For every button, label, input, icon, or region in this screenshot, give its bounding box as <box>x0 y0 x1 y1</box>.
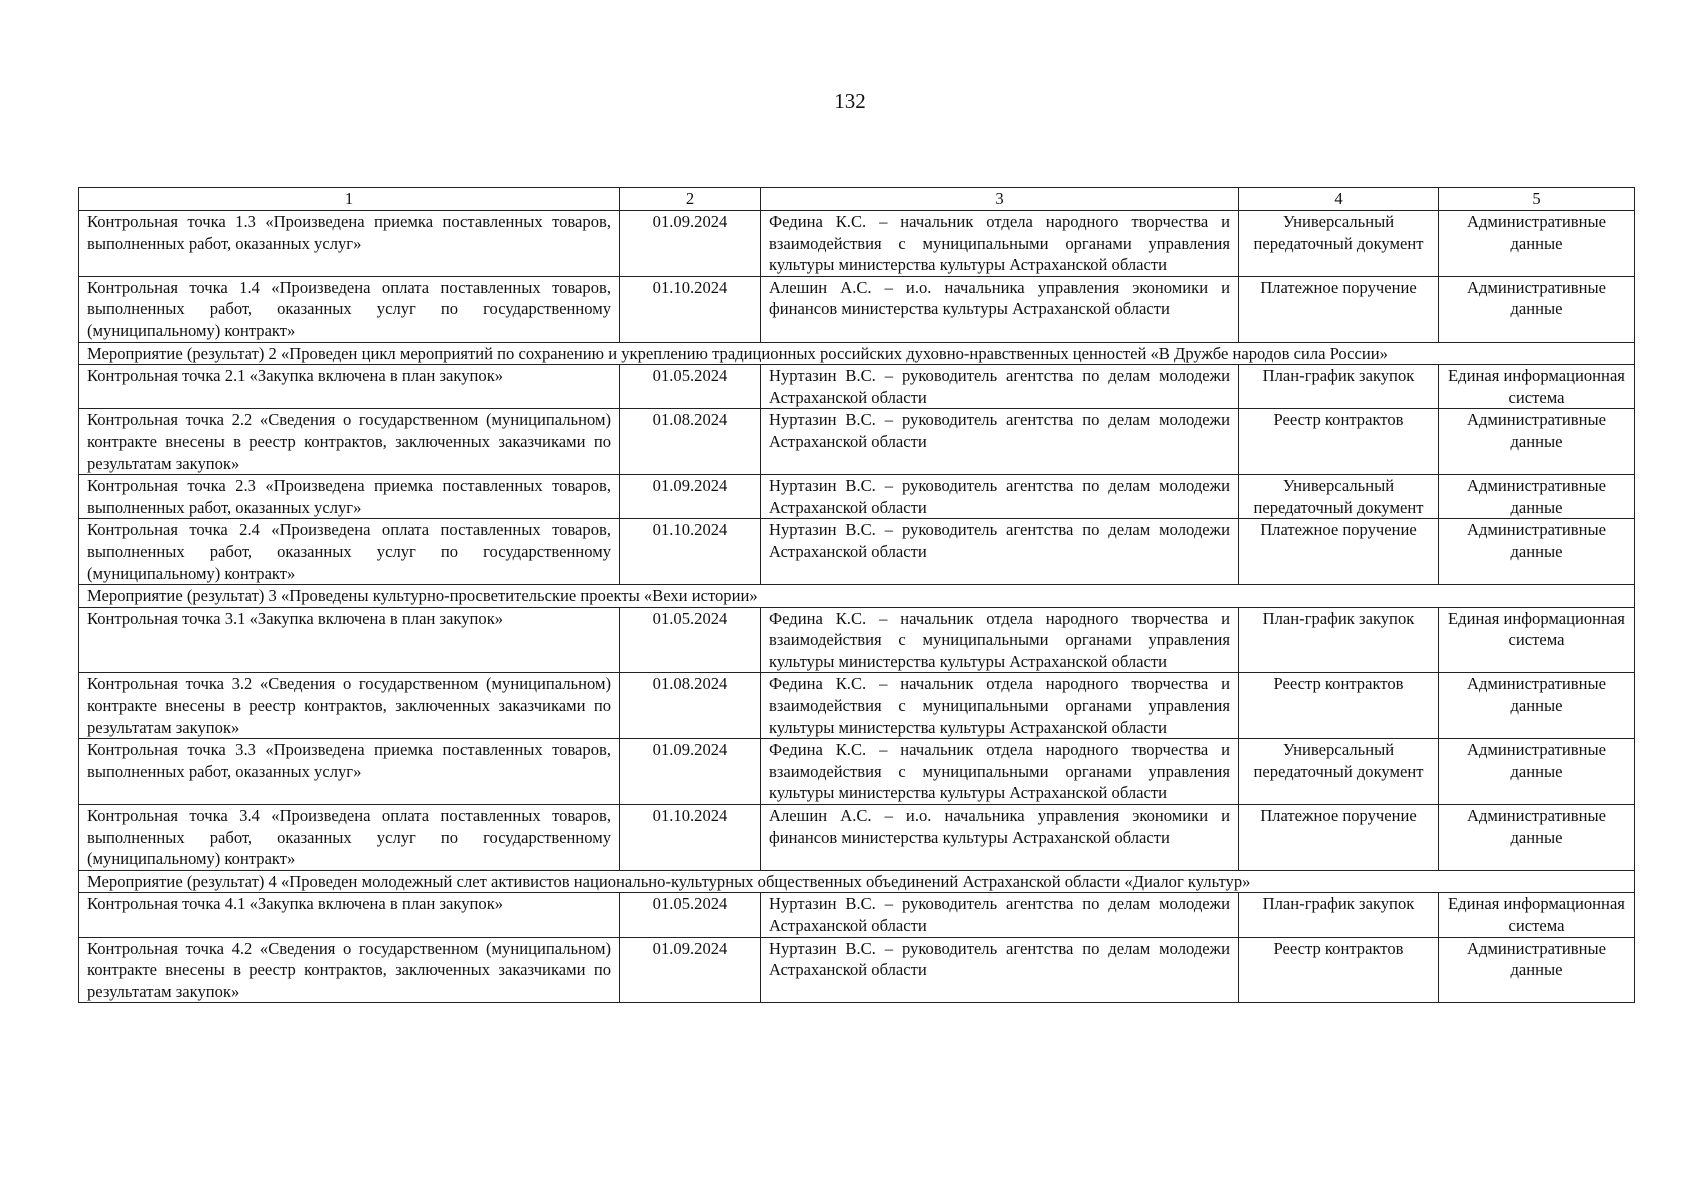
deadline-date: 01.05.2024 <box>620 365 761 409</box>
control-point-name: Контрольная точка 2.4 «Произведена оплата поставленных товаров, выполненных работ, оказанных услуг по государственному (муниципальному) контракт» <box>79 519 620 585</box>
column-number-1: 1 <box>79 188 620 211</box>
responsible-person: Алешин А.С. – и.о. начальника управления экономики и финансов министерства культуры Астраханской области <box>761 805 1239 871</box>
data-source: Административные данные <box>1439 519 1635 585</box>
data-source: Административные данные <box>1439 211 1635 277</box>
control-point-name: Контрольная точка 3.2 «Сведения о государственном (муниципальном) контракте внесены в реестр контрактов, заключенных заказчиками по результатам закупок» <box>79 673 620 739</box>
deadline-date: 01.08.2024 <box>620 409 761 475</box>
table-row <box>79 276 1635 342</box>
data-source: Единая информационная система <box>1439 893 1635 937</box>
responsible-person: Алешин А.С. – и.о. начальника управления экономики и финансов министерства культуры Астраханской области <box>761 276 1239 342</box>
data-source: Административные данные <box>1439 739 1635 805</box>
document-type: Универсальный передаточный документ <box>1239 739 1439 805</box>
control-point-name: Контрольная точка 3.4 «Произведена оплата поставленных товаров, выполненных работ, оказанных услуг по государственному (муниципальному) контракт» <box>79 805 620 871</box>
document-type: Платежное поручение <box>1239 276 1439 342</box>
responsible-person: Нуртазин В.С. – руководитель агентства по делам молодежи Астраханской области <box>761 475 1239 519</box>
table-row <box>79 519 1635 585</box>
table-row <box>79 937 1635 1003</box>
responsible-person: Федина К.С. – начальник отдела народного творчества и взаимодействия с муниципальными органами управления культуры министерства культуры Астраханской области <box>761 607 1239 673</box>
responsible-person: Федина К.С. – начальник отдела народного творчества и взаимодействия с муниципальными органами управления культуры министерства культуры Астраханской области <box>761 739 1239 805</box>
responsible-person: Нуртазин В.С. – руководитель агентства по делам молодежи Астраханской области <box>761 937 1239 1003</box>
deadline-date: 01.10.2024 <box>620 519 761 585</box>
deadline-date: 01.05.2024 <box>620 893 761 937</box>
control-point-name: Контрольная точка 4.2 «Сведения о государственном (муниципальном) контракте внесены в реестр контрактов, заключенных заказчиками по результатам закупок» <box>79 937 620 1003</box>
control-point-name: Контрольная точка 2.1 «Закупка включена в план закупок» <box>79 365 620 409</box>
deadline-date: 01.09.2024 <box>620 211 761 277</box>
control-point-name: Контрольная точка 3.1 «Закупка включена в план закупок» <box>79 607 620 673</box>
data-source: Единая информационная система <box>1439 365 1635 409</box>
document-type: Универсальный передаточный документ <box>1239 475 1439 519</box>
control-point-name: Контрольная точка 4.1 «Закупка включена в план закупок» <box>79 893 620 937</box>
deadline-date: 01.05.2024 <box>620 607 761 673</box>
deadline-date: 01.08.2024 <box>620 673 761 739</box>
table-row <box>79 607 1635 673</box>
table-row <box>79 805 1635 871</box>
document-type: Реестр контрактов <box>1239 937 1439 1003</box>
deadline-date: 01.09.2024 <box>620 937 761 1003</box>
section-title: Мероприятие (результат) 2 «Проведен цикл мероприятий по сохранению и укреплению традиционных российских духовно-нравственных ценностей «В Дружбе народов сила России» <box>79 342 1635 365</box>
section-title: Мероприятие (результат) 3 «Проведены культурно-просветительские проекты «Вехи истории» <box>79 585 1635 608</box>
document-type: План-график закупок <box>1239 893 1439 937</box>
data-source: Административные данные <box>1439 475 1635 519</box>
data-source: Административные данные <box>1439 673 1635 739</box>
document-type: Реестр контрактов <box>1239 409 1439 475</box>
table-row <box>79 365 1635 409</box>
column-number-4: 4 <box>1239 188 1439 211</box>
page-number: 132 <box>834 89 866 113</box>
table-row <box>79 673 1635 739</box>
document-type: План-график закупок <box>1239 607 1439 673</box>
table-row <box>79 893 1635 937</box>
control-point-name: Контрольная точка 2.3 «Произведена приемка поставленных товаров, выполненных работ, оказанных услуг» <box>79 475 620 519</box>
control-points-table <box>78 187 1635 1003</box>
section-title: Мероприятие (результат) 4 «Проведен молодежный слет активистов национально-культурных общественных объединений Астраханской области «Диалог культур» <box>79 870 1635 893</box>
data-source: Административные данные <box>1439 409 1635 475</box>
responsible-person: Нуртазин В.С. – руководитель агентства по делам молодежи Астраханской области <box>761 893 1239 937</box>
control-point-name: Контрольная точка 3.3 «Произведена приемка поставленных товаров, выполненных работ, оказанных услуг» <box>79 739 620 805</box>
responsible-person: Нуртазин В.С. – руководитель агентства по делам молодежи Астраханской области <box>761 519 1239 585</box>
deadline-date: 01.10.2024 <box>620 276 761 342</box>
data-source: Единая информационная система <box>1439 607 1635 673</box>
responsible-person: Нуртазин В.С. – руководитель агентства по делам молодежи Астраханской области <box>761 365 1239 409</box>
deadline-date: 01.09.2024 <box>620 475 761 519</box>
document-type: Универсальный передаточный документ <box>1239 211 1439 277</box>
table-row <box>79 211 1635 277</box>
data-source: Административные данные <box>1439 937 1635 1003</box>
section-row <box>79 342 1635 365</box>
table-row <box>79 475 1635 519</box>
data-source: Административные данные <box>1439 805 1635 871</box>
section-row <box>79 870 1635 893</box>
deadline-date: 01.09.2024 <box>620 739 761 805</box>
document-type: Реестр контрактов <box>1239 673 1439 739</box>
table-body <box>79 188 1635 1003</box>
table-row <box>79 739 1635 805</box>
deadline-date: 01.10.2024 <box>620 805 761 871</box>
data-source: Административные данные <box>1439 276 1635 342</box>
document-type: Платежное поручение <box>1239 519 1439 585</box>
control-point-name: Контрольная точка 1.3 «Произведена приемка поставленных товаров, выполненных работ, оказанных услуг» <box>79 211 620 277</box>
control-point-name: Контрольная точка 2.2 «Сведения о государственном (муниципальном) контракте внесены в реестр контрактов, заключенных заказчиками по результатам закупок» <box>79 409 620 475</box>
responsible-person: Федина К.С. – начальник отдела народного творчества и взаимодействия с муниципальными органами управления культуры министерства культуры Астраханской области <box>761 673 1239 739</box>
table-row <box>79 409 1635 475</box>
document-type: Платежное поручение <box>1239 805 1439 871</box>
responsible-person: Федина К.С. – начальник отдела народного творчества и взаимодействия с муниципальными органами управления культуры министерства культуры Астраханской области <box>761 211 1239 277</box>
section-row <box>79 585 1635 608</box>
column-number-row <box>79 188 1635 211</box>
responsible-person: Нуртазин В.С. – руководитель агентства по делам молодежи Астраханской области <box>761 409 1239 475</box>
column-number-2: 2 <box>620 188 761 211</box>
column-number-3: 3 <box>761 188 1239 211</box>
document-type: План-график закупок <box>1239 365 1439 409</box>
control-point-name: Контрольная точка 1.4 «Произведена оплата поставленных товаров, выполненных работ, оказанных услуг по государственному (муниципальному) контракт» <box>79 276 620 342</box>
column-number-5: 5 <box>1439 188 1635 211</box>
